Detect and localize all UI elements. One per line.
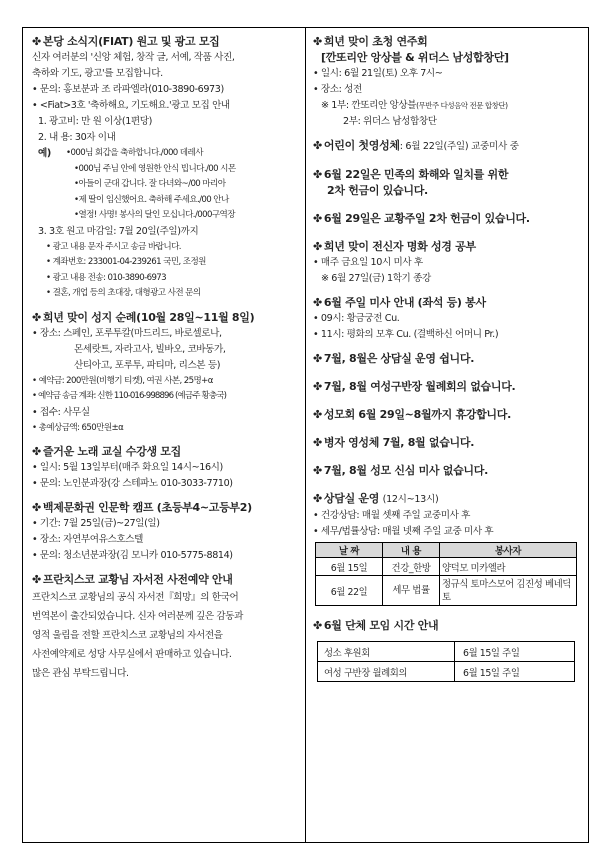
mass-guide-line: • 11시: 평화의 모후 Cu. (결백하신 어머니 Pr.) bbox=[313, 329, 499, 340]
singing-section bbox=[32, 444, 298, 492]
notice-text: 7월, 8월은 상담실 운영 쉽니다. bbox=[323, 352, 475, 365]
flower-marker-icon: ✤ bbox=[32, 35, 41, 48]
communion-title: 어린이 첫영성체 bbox=[323, 139, 400, 152]
fiat-item3-line: • 계좌번호: 233001-04-239261 국민, 조정원 bbox=[46, 257, 206, 267]
pilgrimage-line: • 예약금 송금 계좌: 신한 110-016-998896 (예금주 황충국) bbox=[32, 391, 227, 401]
concert-subtitle: [깐또리안 앙상블 & 위더스 남성합창단] bbox=[321, 51, 509, 64]
collection1-item bbox=[313, 167, 581, 198]
fiat-item2: 2. 내 용: 30자 이내 bbox=[38, 132, 116, 143]
bible-title: 희년 맞이 전신자 명화 성경 공부 bbox=[323, 240, 476, 253]
book-section bbox=[32, 572, 298, 683]
example-line: •제 딸이 임신했어요. 축하해 주세요./00 안나 bbox=[74, 194, 229, 205]
notice-item bbox=[313, 379, 581, 394]
table-row bbox=[318, 662, 575, 682]
pilgrimage-line: • 접수: 사무실 bbox=[32, 406, 90, 418]
table-cell: 세무 법률 bbox=[383, 576, 440, 606]
singing-title: 즐거운 노래 교실 수강생 모집 bbox=[42, 445, 181, 458]
notice-text: 7월, 8월 성모 신심 미사 없습니다. bbox=[323, 464, 488, 477]
table-row bbox=[316, 558, 577, 576]
counsel-line: • 건강상담: 매월 셋째 주일 교중미사 후 bbox=[313, 510, 471, 521]
table-cell: 여성 구반장 월례회의 bbox=[318, 662, 455, 682]
concert-line: • 장소: 성전 bbox=[313, 84, 362, 95]
flower-marker-icon: ✤ bbox=[32, 501, 41, 514]
flower-marker-icon: ✤ bbox=[313, 139, 322, 152]
counsel-line: • 세무/법률상담: 매월 넷째 주일 교중 미사 후 bbox=[313, 526, 494, 537]
flower-marker-icon: ✤ bbox=[32, 573, 41, 586]
fiat-item3-line: • 광고 내용 문자 주시고 송금 바랍니다. bbox=[46, 241, 181, 252]
table-cell: 양덕모 미카엘라 bbox=[440, 558, 577, 576]
concert-line: • 일시: 6월 21일(토) 오후 7시~ bbox=[313, 68, 443, 79]
table-cell: 6월 15일 주일 bbox=[455, 662, 575, 682]
mass-guide-line: • 09시: 황금궁전 Cu. bbox=[313, 313, 400, 324]
collection1-line2: 2차 헌금이 있습니다. bbox=[327, 184, 428, 197]
concert-title: 희년 맞이 초청 연주회 bbox=[323, 35, 428, 48]
collection1-line1: 6월 22일은 민족의 화해와 일치를 위한 bbox=[323, 168, 509, 181]
fiat-section bbox=[32, 34, 298, 302]
concert-section bbox=[313, 34, 581, 130]
counsel-section bbox=[313, 491, 581, 606]
pilgrimage-section bbox=[32, 310, 298, 437]
notice-item bbox=[313, 463, 581, 478]
table-cell: 6월 15일 bbox=[316, 558, 383, 576]
table-cell: 6월 22일 bbox=[316, 576, 383, 606]
counsel-table bbox=[315, 542, 577, 606]
collection2-title: 6월 29일은 교황주일 2차 헌금이 있습니다. bbox=[323, 212, 530, 225]
concert-part1-note: (무반주 다성음악 전문 합창단) bbox=[416, 101, 508, 110]
camp-line: • 장소: 자연부여유스호스텔 bbox=[32, 534, 143, 545]
pilgrimage-line: 산티아고, 포루투, 파티마, 리스본 등) bbox=[74, 359, 221, 371]
example-line: •000님 주님 안에 영원한 안식 빕니다./00 시몬 bbox=[74, 163, 236, 174]
fiat-item3-line: • 결혼, 개업 등의 초대장, 대형광고 사전 문의 bbox=[46, 288, 201, 298]
pilgrimage-line: 몬세랏트, 자라고사, 빌바오, 코바동가, bbox=[74, 343, 226, 355]
pilgrimage-line: • 예약금: 200만원(비행기 티켓), 여권 사본, 25명+α bbox=[32, 375, 213, 386]
groups-table bbox=[317, 641, 575, 682]
example-label: 예) bbox=[38, 148, 51, 159]
camp-line: • 기간: 7월 25일(금)~27일(일) bbox=[32, 518, 160, 529]
fiat-title: 본당 소식지(FIAT) 원고 및 광고 모집 bbox=[42, 35, 220, 48]
notice-item bbox=[313, 435, 581, 450]
groups-section bbox=[313, 618, 581, 682]
concert-part2: 2부: 위더스 남성합창단 bbox=[343, 116, 437, 127]
mass-guide-section bbox=[313, 295, 581, 343]
flower-marker-icon: ✤ bbox=[313, 35, 322, 48]
communion-item bbox=[313, 138, 581, 154]
table-header: 날 짜 bbox=[316, 543, 383, 558]
fiat-line: • <Fiat>3호 '축하해요, 기도해요.'광고 모집 안내 bbox=[32, 100, 230, 111]
table-header: 내 용 bbox=[383, 543, 440, 558]
camp-title: 백제문화권 인문학 캠프 (초등부4~고등부2) bbox=[42, 501, 252, 514]
table-row bbox=[318, 642, 575, 662]
book-line: 많은 관심 부탁드립니다. bbox=[32, 668, 129, 679]
concert-part1: ※ 1부: 깐또리안 앙상블 bbox=[321, 100, 417, 111]
table-header: 봉사자 bbox=[440, 543, 577, 558]
table-cell: 성소 후원회 bbox=[318, 642, 455, 662]
flower-marker-icon: ✤ bbox=[313, 436, 322, 449]
table-cell: 건강_한방 bbox=[383, 558, 440, 576]
flower-marker-icon: ✤ bbox=[313, 352, 322, 365]
bible-line: • 매주 금요일 10시 미사 후 bbox=[313, 257, 423, 268]
camp-line: • 문의: 청소년분과장(김 모니카 010-5775-8814) bbox=[32, 550, 233, 561]
counsel-title: 상담실 운영 bbox=[323, 492, 380, 505]
flower-marker-icon: ✤ bbox=[313, 492, 322, 505]
camp-section bbox=[32, 500, 298, 564]
flower-marker-icon: ✤ bbox=[313, 408, 322, 421]
table-cell: 6월 15일 주일 bbox=[455, 642, 575, 662]
right-column bbox=[313, 34, 581, 682]
flower-marker-icon: ✤ bbox=[313, 240, 322, 253]
pilgrimage-title: 희년 맞이 성지 순례(10월 28일~11월 8일) bbox=[42, 310, 255, 324]
pilgrimage-line: • 장소: 스페인, 포루투칼(마드리드, 바로셀로나, bbox=[32, 327, 222, 339]
fiat-line: 축하와 기도, 광고'를 모집합니다. bbox=[32, 68, 163, 79]
fiat-item3: 3. 3호 원고 마감일: 7월 20일(주일)까지 bbox=[38, 225, 199, 237]
singing-line: • 일시: 5월 13일부터(매주 화요일 14시~16시) bbox=[32, 462, 223, 473]
example-line: •열정! 사명! 봉사의 달인 모십니다./000구역장 bbox=[74, 210, 235, 220]
book-line: 프란치스코 교황님의 공식 자서전『희망』의 한국어 bbox=[32, 592, 239, 603]
book-line: 영적 울림을 전할 프란치스코 교황님의 자서전을 bbox=[32, 630, 223, 641]
fiat-line: 신자 여러분의 '신앙 체험, 창작 글, 서예, 작품 사진, bbox=[32, 52, 235, 63]
flower-marker-icon: ✤ bbox=[313, 380, 322, 393]
groups-title: 6월 단체 모임 시간 안내 bbox=[323, 619, 439, 632]
bible-section bbox=[313, 239, 581, 287]
notice-item bbox=[313, 351, 581, 366]
flower-marker-icon: ✤ bbox=[32, 445, 41, 458]
table-row bbox=[316, 576, 577, 606]
singing-line: • 문의: 노인분과장(강 스테파노 010-3033-7710) bbox=[32, 478, 233, 489]
notice-item bbox=[313, 407, 581, 422]
notice-text: 병자 영성체 7월, 8월 없습니다. bbox=[323, 436, 475, 449]
fiat-item1: 1. 광고비: 만 원 이상(1편당) bbox=[38, 116, 152, 127]
communion-detail: : 6월 22일(주일) 교중미사 중 bbox=[399, 141, 519, 152]
flower-marker-icon: ✤ bbox=[32, 310, 41, 324]
pilgrimage-line: • 총예상금액: 650만원±α bbox=[32, 422, 124, 433]
mass-guide-title: 6월 주일 미사 안내 (좌석 등) 봉사 bbox=[323, 296, 486, 309]
table-cell: 정규식 토마스모어 김진성 베네딕토 bbox=[440, 576, 577, 606]
flower-marker-icon: ✤ bbox=[313, 212, 322, 225]
notice-text: 성모회 6월 29일~8월까지 휴강합니다. bbox=[323, 408, 511, 421]
flower-marker-icon: ✤ bbox=[313, 464, 322, 477]
fiat-line: • 문의: 홍보분과 조 라파엘라(010-3890-6973) bbox=[32, 84, 224, 95]
column-divider bbox=[305, 27, 306, 843]
collection2-item bbox=[313, 211, 581, 226]
book-title: 프란치스코 교황님 자서전 사전예약 안내 bbox=[42, 573, 233, 586]
notice-text: 7월, 8월 여성구반장 월례회의 없습니다. bbox=[323, 380, 516, 393]
flower-marker-icon: ✤ bbox=[313, 168, 322, 181]
fiat-item3-line: • 광고 내용 전송: 010-3890-6973 bbox=[46, 272, 167, 283]
example-line: •아들이 군대 갑니다. 잘 다녀와~/00 마리아 bbox=[74, 179, 226, 189]
left-column bbox=[32, 34, 298, 683]
fiat-examples bbox=[32, 146, 298, 224]
flower-marker-icon: ✤ bbox=[313, 619, 322, 632]
example-line: •000님 회갑을 축하합니다./000 데레사 bbox=[66, 148, 203, 158]
flower-marker-icon: ✤ bbox=[313, 296, 322, 309]
book-line: 사전예약제로 성당 사무실에서 판매하고 있습니다. bbox=[32, 649, 232, 660]
book-line: 번역본이 출간되었습니다. 신자 여러분께 깊은 감동과 bbox=[32, 611, 243, 622]
counsel-time: (12시~13시) bbox=[382, 494, 439, 505]
table-header-row bbox=[316, 543, 577, 558]
bible-line: ※ 6월 27일(금) 1학기 종강 bbox=[321, 273, 431, 284]
